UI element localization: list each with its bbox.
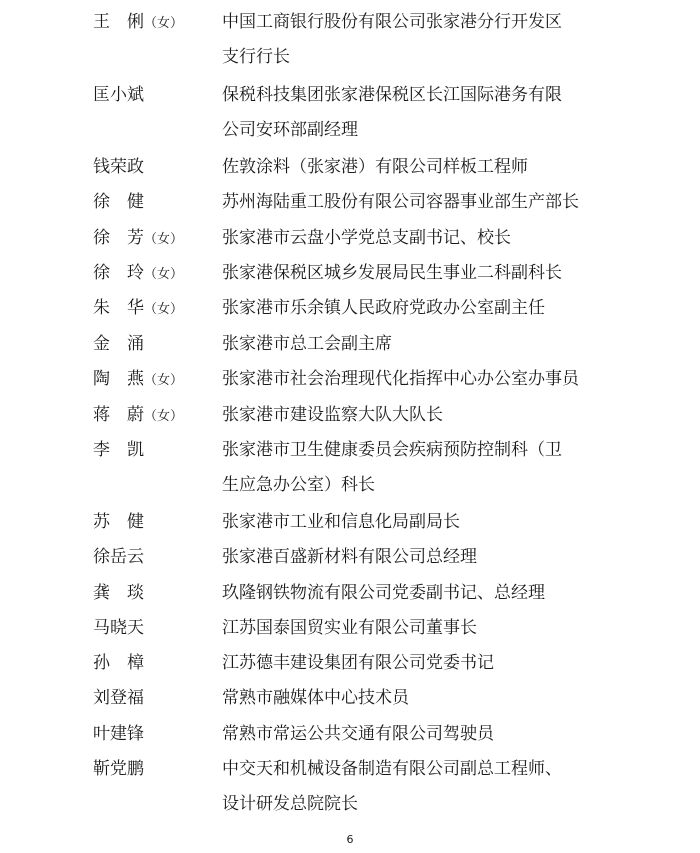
surname-text: 苏 (93, 512, 110, 532)
person-name (93, 10, 213, 36)
job-title (222, 83, 612, 153)
job-title-line: 张家港市社会治理现代化指挥中心办公室办事员 (222, 369, 579, 389)
given-name-text: 玲 (127, 263, 144, 283)
surname-text: 陶 (93, 369, 110, 389)
person-name (93, 581, 213, 605)
surname-text: 王 (93, 12, 110, 32)
given-name-text: 凯 (127, 440, 144, 460)
job-title (222, 757, 612, 827)
job-title-line: 中交天和机械设备制造有限公司副总工程师、 (222, 759, 562, 779)
job-title-line: 玖隆钢铁物流有限公司党委副书记、总经理 (222, 583, 545, 603)
job-title (222, 510, 612, 545)
gender-note: （女） (144, 16, 184, 31)
name-text: 靳党鹏 (93, 759, 144, 779)
surname-text: 朱 (93, 298, 110, 318)
job-title-line: 生应急办公室）科长 (222, 475, 375, 495)
person-name (93, 367, 213, 393)
given-name-text: 健 (127, 512, 144, 532)
job-title (222, 261, 612, 296)
job-title-line: 张家港市卫生健康委员会疾病预防控制科（卫 (222, 440, 562, 460)
given-name-text: 樟 (127, 653, 144, 673)
person-name (93, 226, 213, 252)
job-title (222, 438, 612, 508)
job-title-line: 江苏国泰国贸实业有限公司董事长 (222, 618, 477, 638)
surname-text: 徐 (93, 263, 110, 283)
given-name-text: 蔚 (127, 405, 144, 425)
surname-text: 徐 (93, 228, 110, 248)
job-title-line: 佐敦涂料（张家港）有限公司样板工程师 (222, 157, 528, 177)
job-title-line: 张家港市建设监察大队大队长 (222, 405, 443, 425)
job-title-line: 公司安环部副经理 (222, 120, 358, 140)
person-name (93, 261, 213, 287)
job-title (222, 581, 612, 616)
surname-text: 蒋 (93, 405, 110, 425)
given-name-text: 俐 (127, 12, 144, 32)
job-title-line: 苏州海陆重工股份有限公司容器事业部生产部长 (222, 192, 579, 212)
job-title-line: 张家港保税区城乡发展局民生事业二科副科长 (222, 263, 562, 283)
job-title (222, 403, 612, 438)
name-text: 钱荣政 (93, 157, 144, 177)
gender-note: （女） (144, 232, 184, 247)
job-title (222, 616, 612, 651)
gender-note: （女） (144, 409, 184, 424)
job-title (222, 367, 612, 402)
person-name (93, 438, 213, 462)
person-name (93, 686, 213, 710)
job-title (222, 10, 612, 80)
person-name (93, 757, 213, 781)
job-title-line: 支行行长 (222, 47, 290, 67)
given-name-text: 华 (127, 298, 144, 318)
job-title (222, 722, 612, 757)
person-name (93, 155, 213, 179)
gender-note: （女） (144, 267, 184, 282)
name-text: 徐岳云 (93, 547, 144, 567)
job-title (222, 155, 612, 190)
job-title-line: 常熟市常运公共交通有限公司驾驶员 (222, 724, 494, 744)
surname-text: 龚 (93, 583, 110, 603)
given-name-text: 涌 (127, 334, 144, 354)
job-title (222, 190, 612, 225)
surname-text: 金 (93, 334, 110, 354)
gender-note: （女） (144, 302, 184, 317)
job-title-line: 中国工商银行股份有限公司张家港分行开发区 (222, 12, 562, 32)
job-title-line: 张家港市总工会副主席 (222, 334, 392, 354)
job-title-line: 张家港百盛新材料有限公司总经理 (222, 547, 477, 567)
job-title (222, 686, 612, 721)
person-name (93, 651, 213, 675)
surname-text: 徐 (93, 192, 110, 212)
job-title-line: 江苏德丰建设集团有限公司党委书记 (222, 653, 494, 673)
job-title (222, 226, 612, 261)
given-name-text: 健 (127, 192, 144, 212)
person-name (93, 403, 213, 429)
name-text: 叶建锋 (93, 724, 144, 744)
person-name (93, 296, 213, 322)
person-name (93, 190, 213, 214)
name-text: 马晓天 (93, 618, 144, 638)
job-title (222, 545, 612, 580)
job-title-line: 保税科技集团张家港保税区长江国际港务有限 (222, 85, 562, 105)
surname-text: 孙 (93, 653, 110, 673)
page-number: 6 (346, 833, 354, 846)
person-name (93, 332, 213, 356)
gender-note: （女） (144, 373, 184, 388)
job-title-line: 张家港市工业和信息化局副局长 (222, 512, 460, 532)
person-name (93, 545, 213, 569)
person-name (93, 722, 213, 746)
given-name-text: 芳 (127, 228, 144, 248)
given-name-text: 燕 (127, 369, 144, 389)
surname-text: 李 (93, 440, 110, 460)
job-title-line: 常熟市融媒体中心技术员 (222, 688, 409, 708)
job-title (222, 296, 612, 331)
job-title-line: 张家港市乐余镇人民政府党政办公室副主任 (222, 298, 545, 318)
name-text: 刘登福 (93, 688, 144, 708)
job-title (222, 332, 612, 367)
person-name (93, 510, 213, 534)
job-title-line: 设计研发总院院长 (222, 794, 358, 814)
name-text: 匡小斌 (93, 85, 144, 105)
person-name (93, 83, 213, 107)
person-name (93, 616, 213, 640)
given-name-text: 琰 (127, 583, 144, 603)
job-title (222, 651, 612, 686)
job-title-line: 张家港市云盘小学党总支副书记、校长 (222, 228, 511, 248)
